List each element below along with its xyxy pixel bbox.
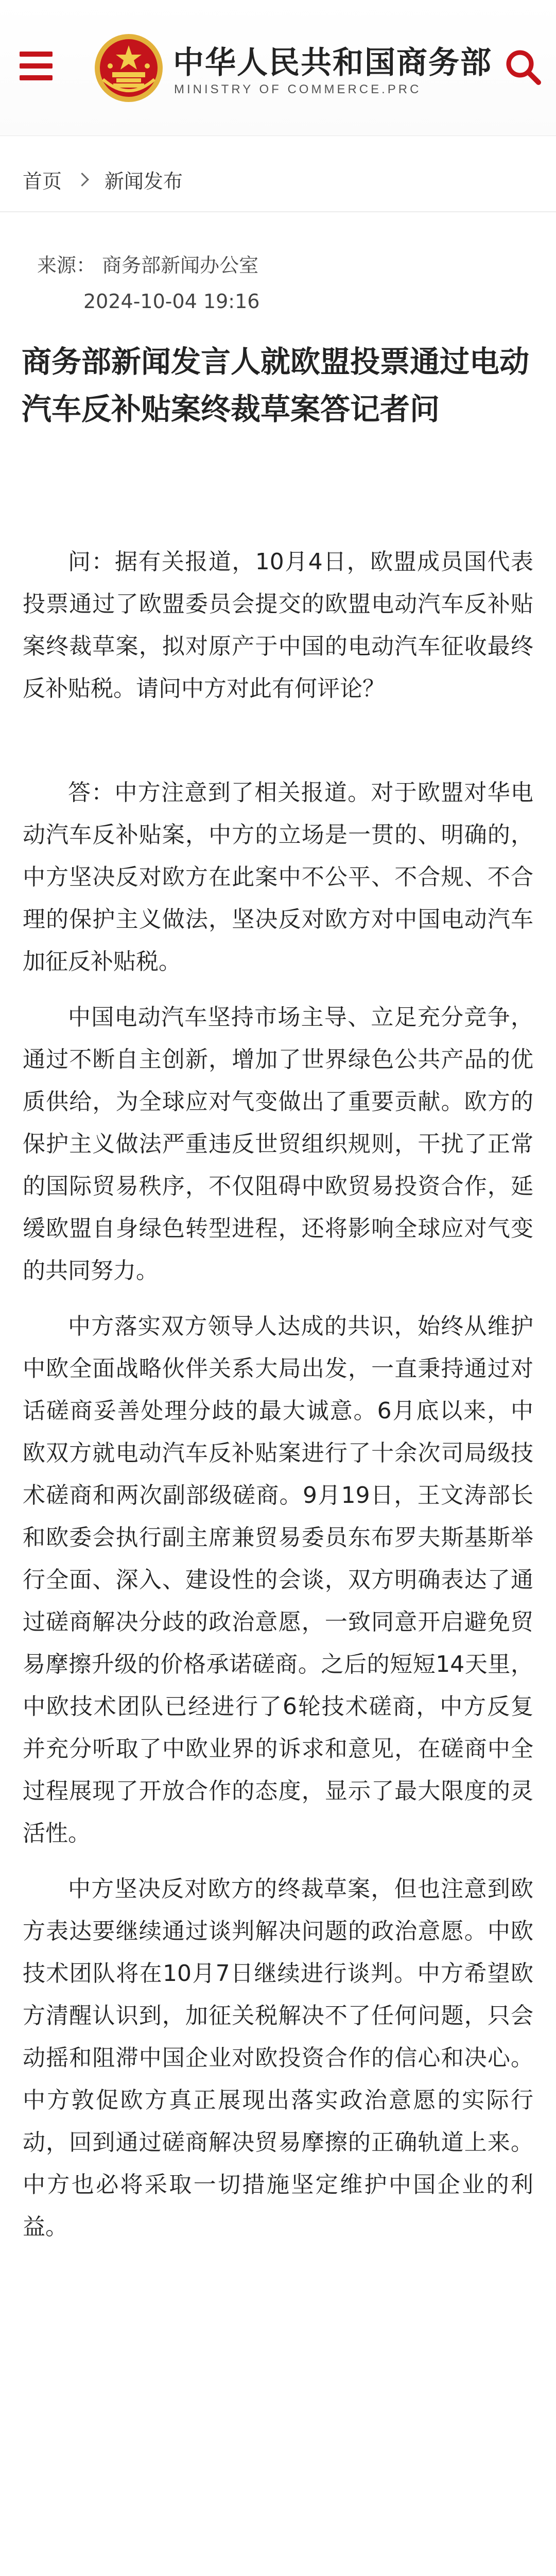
article-paragraph: 答：中方注意到了相关报道。对于欧盟对华电动汽车反补贴案，中方的立场是一贯的、明确的，中方坚决反对欧方在此案中不公平、不合规、不合理的保护主义做法，坚决反对欧方对中国电动汽车加征反补贴税。 — [23, 779, 533, 975]
article-paragraph-question: 问：据有关报道，10月4日，欧盟成员国代表投票通过了欧盟委员会提交的欧盟电动汽车反补贴案终裁草案，拟对原产于中国的电动汽车征收最终反补贴税。请问中方对此有何评论？ — [23, 549, 533, 702]
breadcrumb-section-link[interactable]: 新闻发布 — [105, 170, 183, 193]
site-title[interactable]: 中华人民共和国商务部 — [173, 45, 492, 81]
chevron-right-icon — [75, 173, 89, 187]
article-paragraph: 中方落实双方领导人达成的共识，始终从维护中欧全面战略伙伴关系大局出发，一直秉持通过对话磋商妥善处理分歧的最大诚意。6月底以来，中欧双方就电动汽车反补贴案进行了十余次司局级技术磋商和两次副部级磋商。9月19日，王文涛部长和欧委会执行副主席兼贸易委员东布罗夫斯基斯举行全面、深入、建设性的会谈，双方明确表达了通过磋商解决分歧的政治意愿，一致同意开启避免贸易摩擦升级的价格承诺磋商。之后的短短14天里，中欧技术团队已经进行了6轮技术磋商，中方反复并充分听取了中欧业界的诉求和意见，在磋商中全过程展现了开放合作的态度，显示了最大限度的灵活性。 — [23, 1313, 533, 1846]
article-title: 商务部新闻发言人就欧盟投票通过电动汽车反补贴案终裁草案答记者问 — [22, 344, 530, 427]
article-paragraph: 中方坚决反对欧方的终裁草案，但也注意到欧方表达要继续通过谈判解决问题的政治意愿。中欧技术团队将在10月7日继续进行谈判。中方希望欧方清醒认识到，加征关税解决不了任何问题，只会动摇和阻滞中国企业对欧投资合作的信心和决心。中方敦促欧方真正展现出落实政治意愿的实际行动，回到通过磋商解决贸易摩擦的正确轨道上来。中方也必将采取一切措施坚定维护中国企业的利益。 — [23, 1876, 533, 2240]
breadcrumb — [23, 164, 183, 195]
search-icon[interactable] — [503, 47, 543, 87]
article-source: 来源： 商务部新闻办公室 — [37, 254, 259, 277]
breadcrumb-divider — [0, 211, 556, 212]
site-title-english: MINISTRY OF COMMERCE.PRC — [174, 82, 422, 96]
article-paragraph: 中国电动汽车坚持市场主导、立足充分竞争，通过不断自主创新，增加了世界绿色公共产品的优质供给，为全球应对气变做出了重要贡献。欧方的保护主义做法严重违反世贸组织规则，干扰了正常的国际贸易秩序，不仅阻碍中欧贸易投资合作，延缓欧盟自身绿色转型进程，还将影响全球应对气变的共同努力。 — [23, 1004, 533, 1284]
article-body — [23, 541, 533, 2262]
national-emblem-icon[interactable] — [93, 32, 165, 104]
article-datetime: 2024-10-04 19:16 — [83, 290, 260, 313]
breadcrumb-home-link[interactable]: 首页 — [23, 170, 62, 193]
article-meta — [37, 247, 259, 319]
site-header — [0, 0, 556, 136]
hamburger-menu-icon[interactable] — [20, 52, 53, 80]
